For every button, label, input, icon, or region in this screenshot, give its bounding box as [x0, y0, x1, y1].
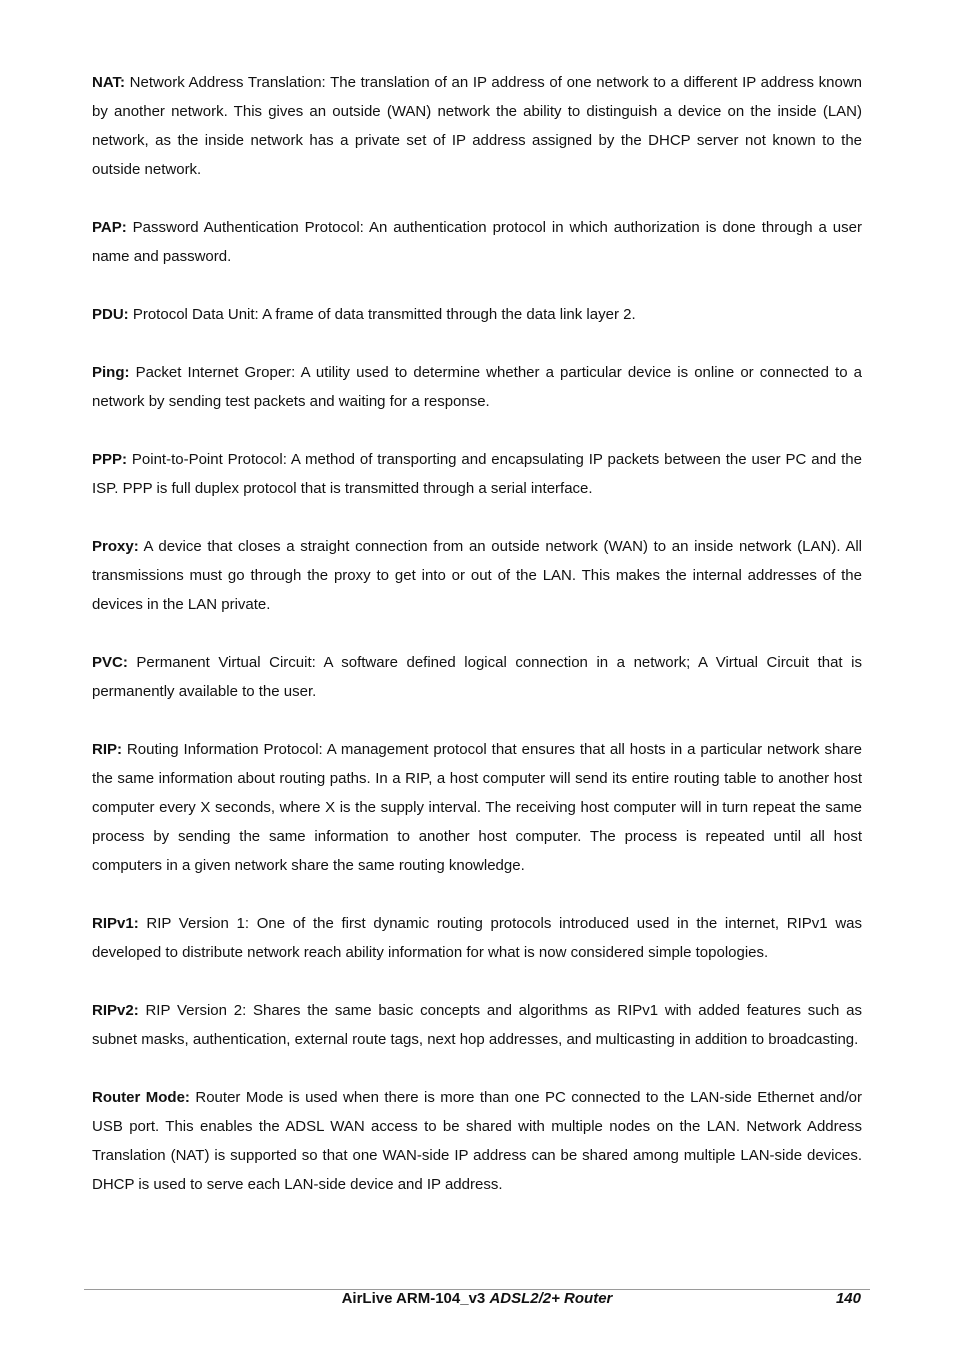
glossary-definition: RIP Version 2: Shares the same basic concepts and algorithms as RIPv1 with added features such as subnet masks, authentication, external route tags, next hop addresses, and multicasting in addition to broadcasting.	[92, 1002, 862, 1048]
glossary-term: Router Mode:	[92, 1089, 190, 1106]
glossary-term: PVC:	[92, 654, 128, 671]
glossary-term: PAP:	[92, 219, 127, 236]
page-number: 140	[835, 1290, 861, 1307]
glossary-definition: RIP Version 1: One of the first dynamic routing protocols introduced used in the internet, RIPv1 was developed to distribute network reach ability information for what is now considered simple topologies.	[92, 915, 862, 961]
glossary-entry-router-mode	[92, 1083, 862, 1199]
glossary-entry-ping	[92, 358, 862, 416]
glossary-entry-ppp	[92, 445, 862, 503]
glossary-definition: Network Address Translation: The translation of an IP address of one network to a different IP address known by another network. This gives an outside (WAN) network the ability to distinguish a device on the inside (LAN) network, as the inside network has a private set of IP address assigned by the DHCP server not known to the outside network.	[92, 74, 862, 178]
glossary-definition: A device that closes a straight connection from an outside network (WAN) to an inside network (LAN). All transmissions must go through the proxy to get into or out of the LAN. This makes the internal addresses of the devices in the LAN private.	[92, 538, 862, 613]
glossary-definition: Router Mode is used when there is more than one PC connected to the LAN-side Ethernet and/or USB port. This enables the ADSL WAN access to be shared with multiple nodes on the LAN. Network Address Translation (NAT) is supported so that one WAN-side IP address can be shared among multiple LAN-side devices. DHCP is used to serve each LAN-side device and IP address.	[92, 1089, 862, 1193]
page-footer	[0, 1289, 954, 1309]
glossary-definition: Protocol Data Unit: A frame of data transmitted through the data link layer 2.	[128, 306, 636, 323]
glossary-definition: Point-to-Point Protocol: A method of transporting and encapsulating IP packets between the user PC and the ISP. PPP is full duplex protocol that is transmitted through a serial interface.	[92, 451, 862, 497]
glossary-definition: Password Authentication Protocol: An authentication protocol in which authorization is done through a user name and password.	[92, 219, 862, 265]
glossary-entry-pdu	[92, 300, 862, 329]
glossary-entry-pvc	[92, 648, 862, 706]
glossary-entry-nat	[92, 68, 862, 184]
glossary-entry-pap	[92, 213, 862, 271]
glossary-definition: Routing Information Protocol: A management protocol that ensures that all hosts in a particular network share the same information about routing paths. In a RIP, a host computer will send its entire routing table to another host computer every X seconds, where X is the supply interval. The receiving host computer will in turn repeat the same process by sending the same information to another host computer. The process is repeated until all host computers in a given network share the same routing knowledge.	[92, 741, 862, 874]
glossary-term: Proxy:	[92, 538, 139, 555]
footer-title	[0, 1289, 954, 1309]
glossary-entry-ripv2	[92, 996, 862, 1054]
footer-product-type: ADSL2/2+ Router	[489, 1290, 613, 1307]
glossary-entry-ripv1	[92, 909, 862, 967]
glossary-definition: Packet Internet Groper: A utility used to determine whether a particular device is online or connected to a network by sending test packets and waiting for a response.	[92, 364, 862, 410]
glossary-entry-rip	[92, 735, 862, 880]
glossary-body	[92, 68, 862, 1228]
glossary-definition: Permanent Virtual Circuit: A software defined logical connection in a network; A Virtual Circuit that is permanently available to the user.	[92, 654, 862, 700]
footer-product-name: AirLive ARM-104_v3	[341, 1290, 490, 1307]
glossary-term: PPP:	[92, 451, 128, 468]
glossary-term: NAT:	[92, 74, 126, 91]
glossary-term: Ping:	[92, 364, 130, 381]
glossary-entry-proxy	[92, 532, 862, 619]
glossary-term: RIPv2:	[92, 1002, 139, 1019]
glossary-term: PDU:	[92, 306, 129, 323]
glossary-term: RIPv1:	[92, 915, 139, 932]
glossary-term: RIP:	[92, 741, 122, 758]
